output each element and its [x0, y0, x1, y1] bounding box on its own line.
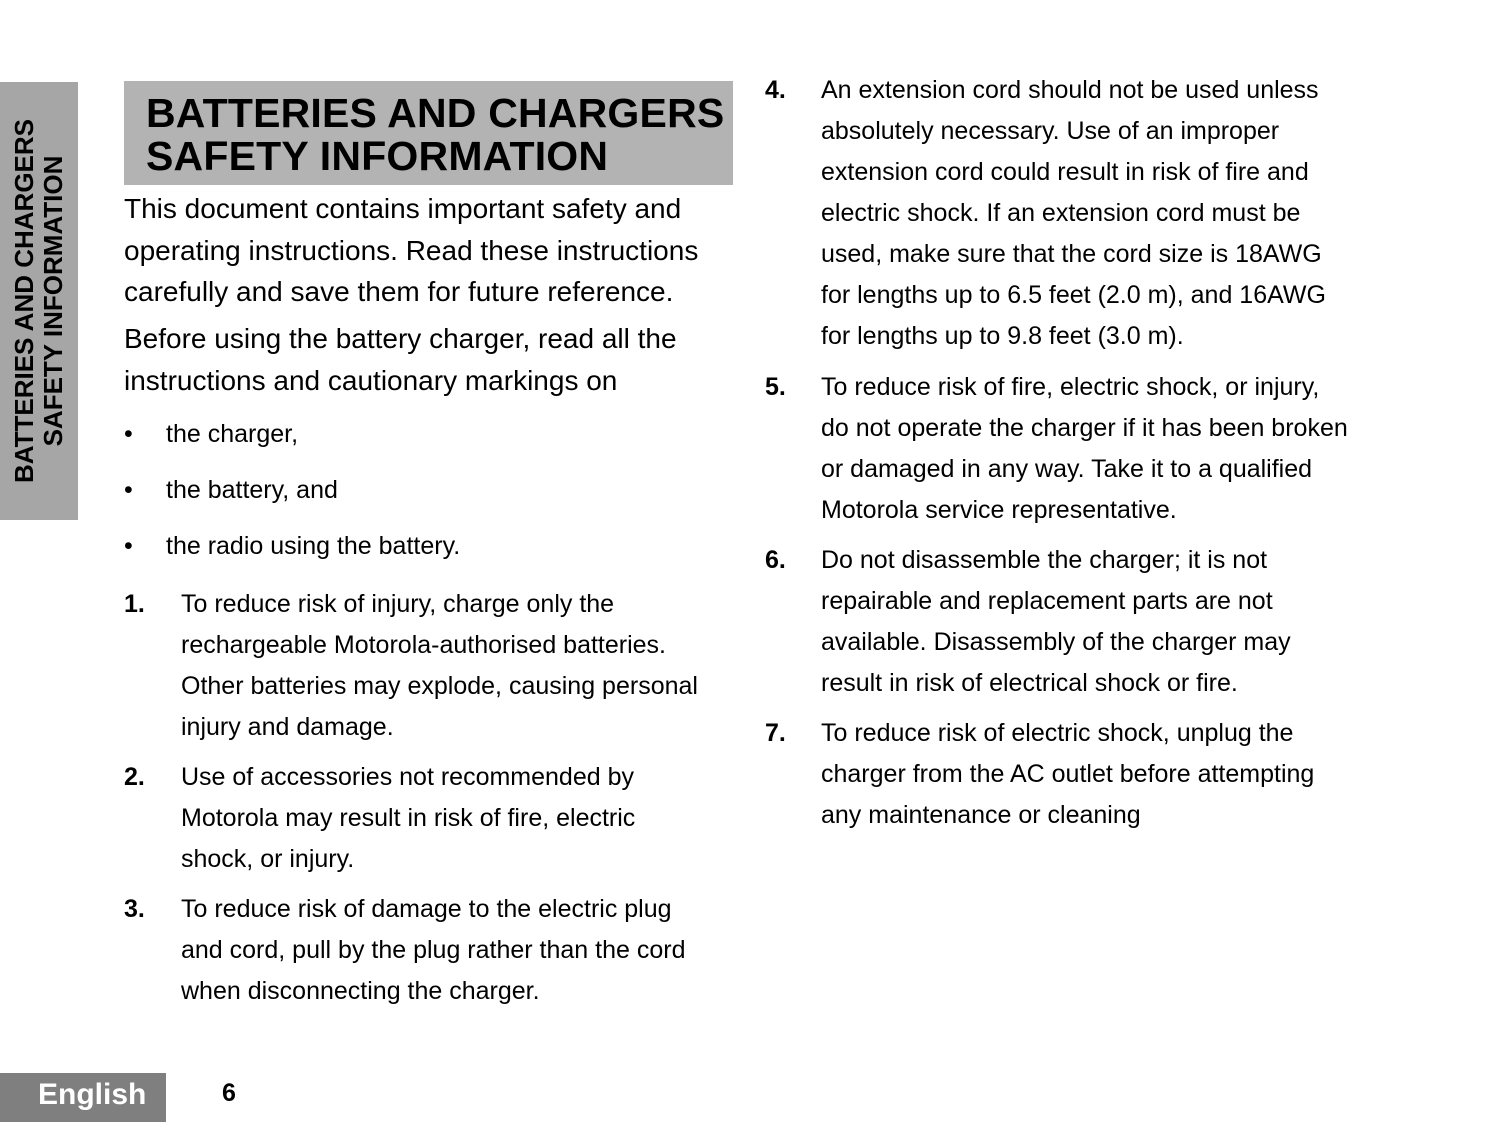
- item-line: To reduce risk of injury, charge only the: [181, 590, 615, 618]
- item-line: To reduce risk of damage to the electric plug: [181, 895, 672, 923]
- item-line: or damaged in any way. Take it to a qualified: [821, 455, 1313, 483]
- item-line: electric shock. If an extension cord must be: [821, 199, 1301, 227]
- side-section-title: [10, 119, 68, 483]
- bullet-text: the radio using the battery.: [166, 532, 461, 560]
- language-label: English: [38, 1078, 147, 1111]
- bullet-icon: •: [124, 476, 133, 504]
- intro-paragraph: [124, 188, 698, 313]
- before-using-paragraph: [124, 318, 677, 401]
- item-line: Motorola may result in risk of fire, electric: [181, 804, 636, 832]
- before-line: Before using the battery charger, read all the: [124, 323, 677, 354]
- item-text: [821, 713, 1314, 836]
- title-box: [124, 81, 733, 185]
- item-line: rechargeable Motorola-authorised batteries.: [181, 631, 666, 659]
- item-line: Do not disassemble the charger; it is not: [821, 546, 1268, 574]
- page-title: [146, 92, 724, 178]
- bullet-text: the battery, and: [166, 476, 338, 504]
- item-line: To reduce risk of electric shock, unplug the: [821, 719, 1294, 747]
- item-text: [181, 889, 686, 1012]
- item-line: result in risk of electrical shock or fire.: [821, 669, 1238, 697]
- page-title-line-2: SAFETY INFORMATION: [146, 133, 609, 179]
- item-text: [821, 70, 1326, 357]
- item-number: 4.: [765, 76, 786, 104]
- side-title-line-1: BATTERIES AND CHARGERS: [9, 118, 39, 484]
- item-line: extension cord could result in risk of fire and: [821, 158, 1309, 186]
- item-line: for lengths up to 6.5 feet (2.0 m), and 16AWG: [821, 281, 1326, 309]
- item-line: used, make sure that the cord size is 18AWG: [821, 240, 1322, 268]
- item-number: 6.: [765, 546, 786, 574]
- bullet-icon: •: [124, 532, 133, 560]
- item-line: Motorola service representative.: [821, 496, 1177, 524]
- item-number: 3.: [124, 895, 145, 923]
- before-line: instructions and cautionary markings on: [124, 364, 618, 396]
- bullet-text: the charger,: [166, 420, 299, 448]
- item-line: for lengths up to 9.8 feet (3.0 m).: [821, 322, 1184, 350]
- item-text: [821, 540, 1291, 704]
- item-line: shock, or injury.: [181, 845, 355, 873]
- item-line: do not operate the charger if it has been broken: [821, 414, 1348, 442]
- item-number: 1.: [124, 590, 145, 618]
- item-line: and cord, pull by the plug rather than the cord: [181, 936, 686, 964]
- item-line: when disconnecting the charger.: [181, 977, 540, 1005]
- item-line: charger from the AC outlet before attempting: [821, 760, 1315, 788]
- item-line: repairable and replacement parts are not: [821, 587, 1273, 615]
- item-line: any maintenance or cleaning: [821, 801, 1141, 829]
- side-section-tab: [0, 82, 78, 520]
- item-line: To reduce risk of fire, electric shock, or injury,: [821, 373, 1320, 401]
- item-line: available. Disassembly of the charger may: [821, 628, 1291, 656]
- item-text: [181, 584, 698, 748]
- page-number: 6: [222, 1079, 236, 1107]
- item-line: Use of accessories not recommended by: [181, 763, 634, 791]
- item-line: Other batteries may explode, causing personal: [181, 672, 698, 700]
- page-title-line-1: BATTERIES AND CHARGERS: [146, 90, 725, 136]
- intro-line: This document contains important safety and: [124, 193, 682, 224]
- item-number: 2.: [124, 763, 145, 791]
- language-tab: [0, 1073, 166, 1122]
- item-number: 7.: [765, 719, 786, 747]
- item-number: 5.: [765, 373, 786, 401]
- item-text: [181, 757, 635, 880]
- item-line: absolutely necessary. Use of an improper: [821, 117, 1280, 145]
- side-title-line-2: SAFETY INFORMATION: [38, 155, 68, 447]
- bullet-icon: •: [124, 420, 133, 448]
- intro-line: operating instructions. Read these instructions: [124, 234, 699, 266]
- intro-line: carefully and save them for future reference.: [124, 276, 674, 307]
- item-text: [821, 367, 1348, 531]
- item-line: An extension cord should not be used unless: [821, 76, 1319, 104]
- item-line: injury and damage.: [181, 713, 394, 741]
